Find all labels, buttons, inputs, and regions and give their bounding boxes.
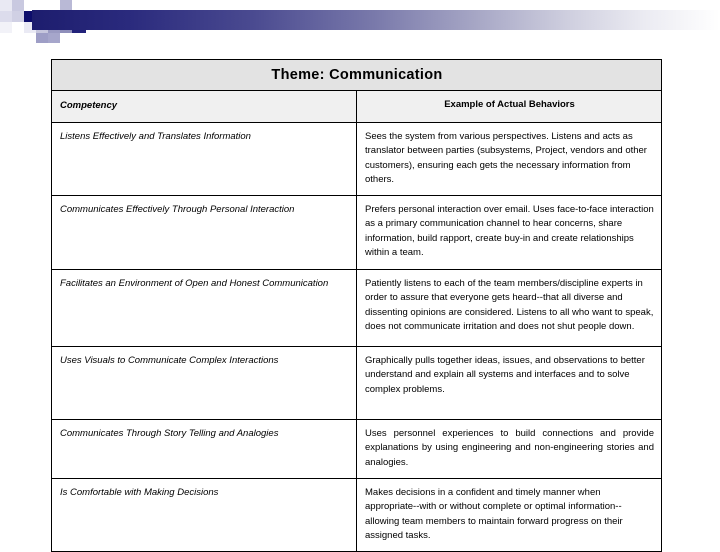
cell-behavior: Makes decisions in a confident and timely manner when appropriate--with or without complete or optimal information--allowing team members to maintain forward progress on their assigned tasks. — [357, 478, 662, 551]
deco-square — [24, 33, 36, 43]
table-row — [52, 346, 662, 419]
column-header-competency: Competency — [52, 91, 357, 123]
deco-square — [48, 33, 60, 43]
cell-competency: Facilitates an Environment of Open and Honest Communication — [52, 269, 357, 346]
cell-behavior: Graphically pulls together ideas, issues, and observations to better understand and explain all systems and interfaces and to solve complex problems. — [357, 346, 662, 419]
cell-behavior: Sees the system from various perspectives. Listens and acts as translator between parties (subsystems, Project, vendors and other customers), ensuring each gets the necessary information from others. — [357, 123, 662, 196]
table-row — [52, 269, 662, 346]
table-title-row — [52, 60, 662, 91]
deco-square — [0, 0, 12, 11]
deco-square — [0, 11, 12, 22]
cell-competency: Communicates Effectively Through Personal Interaction — [52, 195, 357, 269]
deco-square — [12, 22, 24, 33]
cell-competency: Listens Effectively and Translates Information — [52, 123, 357, 196]
deco-square — [12, 11, 24, 22]
competency-table — [51, 59, 662, 552]
deco-square — [12, 0, 24, 11]
cell-behavior: Patiently listens to each of the team members/discipline experts in order to assure that everyone gets heard--that all diverse and dissenting opinions are considered. Listens to all who want to speak, does not communicate irritation and does not shut people down. — [357, 269, 662, 346]
cell-competency: Communicates Through Story Telling and Analogies — [52, 419, 357, 478]
cell-competency: Is Comfortable with Making Decisions — [52, 478, 357, 551]
cell-behavior: Uses personnel experiences to build connections and provide explanations by using engineering and non-engineering stories and analogies. — [357, 419, 662, 478]
table-row — [52, 123, 662, 196]
cell-behavior: Prefers personal interaction over email. Uses face-to-face interaction as a primary communication channel to hear concerns, share information, build rapport, create buy-in and create relationships within a team. — [357, 195, 662, 269]
table-title: Theme: Communication — [52, 60, 662, 91]
table-row — [52, 478, 662, 551]
header-gradient-bar — [32, 10, 720, 30]
column-header-behaviors: Example of Actual Behaviors — [357, 91, 662, 123]
deco-square — [60, 33, 72, 43]
deco-square — [36, 33, 48, 43]
slide-header-decoration — [0, 0, 720, 40]
table-row — [52, 195, 662, 269]
table-header-row — [52, 91, 662, 123]
deco-square — [0, 22, 12, 33]
table-row — [52, 419, 662, 478]
cell-competency: Uses Visuals to Communicate Complex Interactions — [52, 346, 357, 419]
